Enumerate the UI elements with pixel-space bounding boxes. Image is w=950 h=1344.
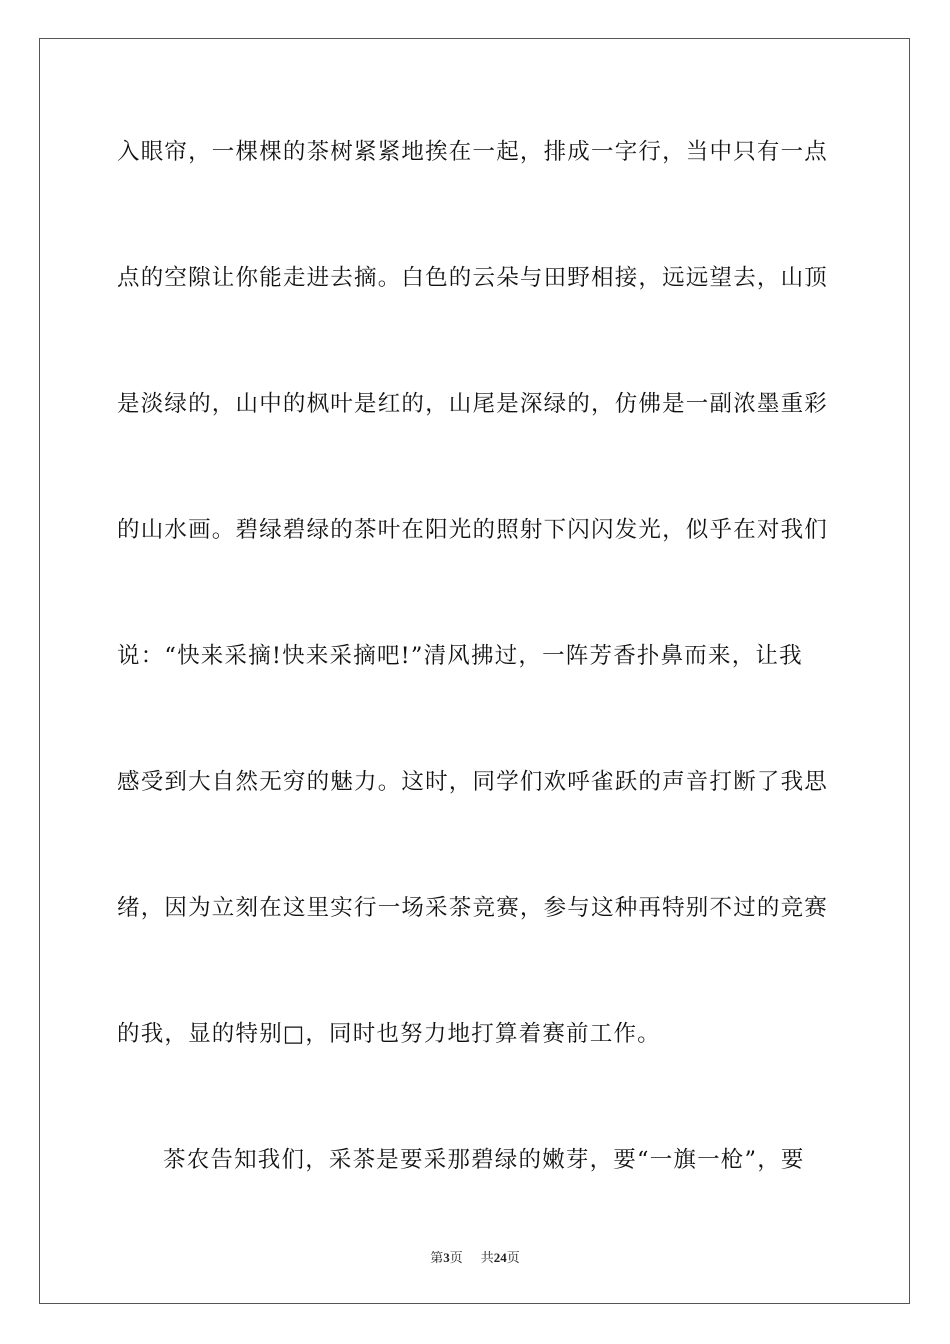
total-pages: 24 xyxy=(493,1250,507,1265)
paragraph-line: 点的空隙让你能走进去摘。白色的云朵与田野相接，远远望去，山顶 xyxy=(117,265,829,291)
paragraph-line: 的山水画。碧绿碧绿的茶叶在阳光的照射下闪闪发光，似乎在对我们 xyxy=(117,517,829,543)
paragraph-line: 入眼帘，一棵棵的茶树紧紧地挨在一起，排成一字行，当中只有一点 xyxy=(117,139,829,165)
paragraph-line: 说：“快来采摘!快来采摘吧!”清风拂过，一阵芳香扑鼻而来，让我 xyxy=(117,643,803,669)
total-prefix: 共 xyxy=(480,1250,494,1265)
paragraph-line: 感受到大自然无穷的魅力。这时，同学们欢呼雀跃的声音打断了我思 xyxy=(117,769,829,795)
page-suffix: 页 xyxy=(449,1250,463,1265)
page-prefix: 第 xyxy=(430,1250,444,1265)
paragraph-line: 是淡绿的，山中的枫叶是红的，山尾是深绿的，仿佛是一副浓墨重彩 xyxy=(117,391,829,417)
total-suffix: 页 xyxy=(506,1250,520,1265)
document-body xyxy=(117,127,833,1261)
paragraph-line: 绪，因为立刻在这里实行一场采茶竞赛，参与这种再特别不过的竞赛 xyxy=(117,895,829,921)
page-footer xyxy=(0,1247,950,1266)
paragraph-line: 的我，显的特别□，同时也努力地打算着赛前工作。 xyxy=(117,1021,661,1047)
page-number: 3 xyxy=(443,1250,450,1265)
paragraph-line-indented: 茶农告知我们，采茶是要采那碧绿的嫩芽，要“一旗一枪”，要 xyxy=(163,1147,805,1173)
